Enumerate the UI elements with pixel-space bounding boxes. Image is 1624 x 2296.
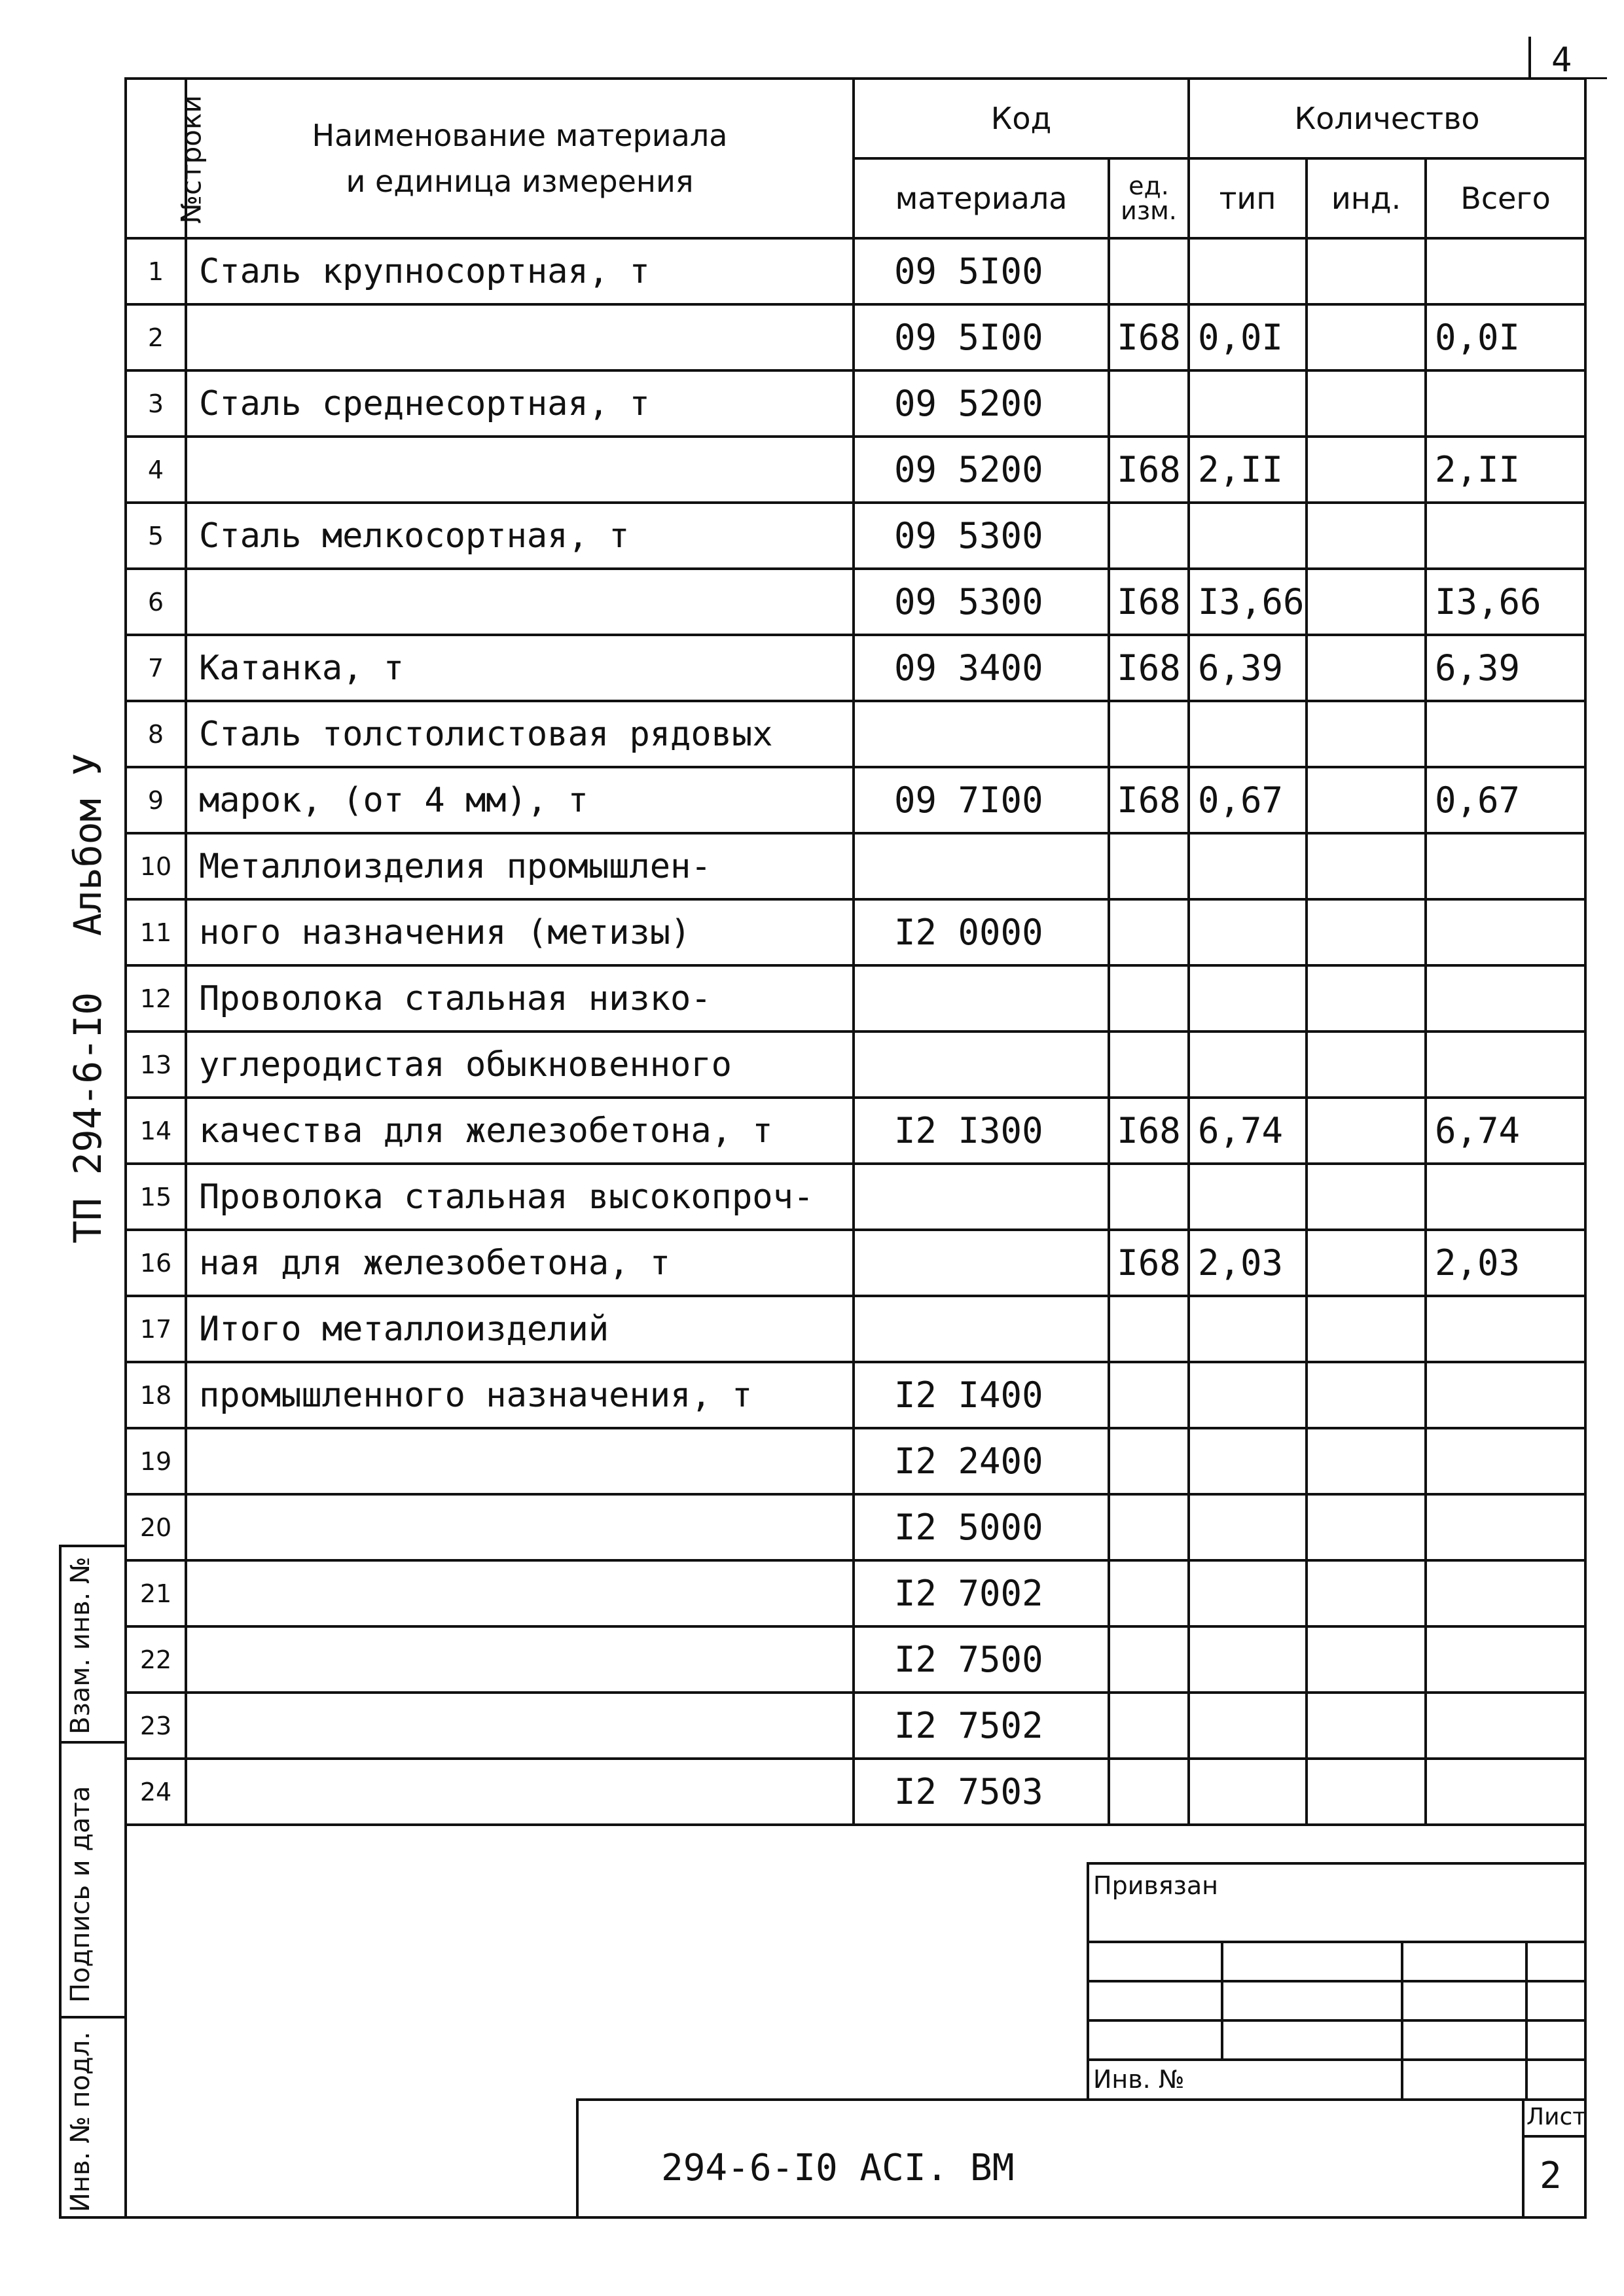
material-name: Сталь толстолистовая рядовых xyxy=(186,701,854,767)
row-number: 9 xyxy=(126,767,186,833)
material-name: углеродистая обыкновенного xyxy=(186,1031,854,1098)
qty-total xyxy=(1426,1362,1585,1428)
material-code: I2 7502 xyxy=(854,1693,1109,1759)
material-name xyxy=(186,1560,854,1626)
material-code xyxy=(854,1230,1109,1296)
qty-ind xyxy=(1307,238,1426,304)
qty-ind xyxy=(1307,1626,1426,1693)
material-name xyxy=(186,1759,854,1825)
material-name: промышленного назначения, т xyxy=(186,1362,854,1428)
qty-ind xyxy=(1307,833,1426,899)
qty-total xyxy=(1426,1626,1585,1693)
material-code: 09 5I00 xyxy=(854,238,1109,304)
material-code: 09 5200 xyxy=(854,437,1109,503)
material-name: Сталь мелкосортная, т xyxy=(186,503,854,569)
qty-ind xyxy=(1307,1031,1426,1098)
row-number: 3 xyxy=(126,370,186,437)
attached-label: Привязан xyxy=(1093,1871,1218,1900)
qty-total xyxy=(1426,1494,1585,1560)
qty-ind xyxy=(1307,635,1426,701)
table-row xyxy=(126,238,1585,304)
unit-code xyxy=(1109,370,1189,437)
sheet-box-divider xyxy=(1522,2135,1587,2138)
material-code xyxy=(854,965,1109,1031)
frame-left xyxy=(124,1741,127,2219)
unit-code xyxy=(1109,1428,1189,1494)
material-name: ного назначения (метизы) xyxy=(186,899,854,965)
qty-total: 2,03 xyxy=(1426,1230,1585,1296)
frame-right xyxy=(1584,1741,1587,2219)
row-number: 8 xyxy=(126,701,186,767)
material-code: I2 5000 xyxy=(854,1494,1109,1560)
qty-total: I3,66 xyxy=(1426,569,1585,635)
qty-ind xyxy=(1307,370,1426,437)
sheet-box-left xyxy=(1522,2098,1525,2219)
qty-ind xyxy=(1307,1560,1426,1626)
row-number: 1 xyxy=(126,238,186,304)
row-number: 24 xyxy=(126,1759,186,1825)
material-name: Проволока стальная низко- xyxy=(186,965,854,1031)
qty-ind xyxy=(1307,437,1426,503)
row-number: 4 xyxy=(126,437,186,503)
unit-code xyxy=(1109,1296,1189,1362)
album-label: Альбом У xyxy=(65,753,110,936)
unit-code xyxy=(1109,1164,1189,1230)
unit-code: I68 xyxy=(1109,635,1189,701)
inv-orig-label: Инв. № подл. xyxy=(65,2032,96,2212)
material-code: 09 7I00 xyxy=(854,767,1109,833)
material-name: Проволока стальная высокопроч- xyxy=(186,1164,854,1230)
header-row-no: №строки xyxy=(126,79,186,238)
qty-type: 0,67 xyxy=(1189,767,1307,833)
table-row xyxy=(126,370,1585,437)
page-number: 4 xyxy=(1551,41,1572,80)
unit-code xyxy=(1109,701,1189,767)
row-number: 5 xyxy=(126,503,186,569)
doc-code: 294-6-I0 АСI. ВМ xyxy=(661,2147,1015,2189)
table-row xyxy=(126,701,1585,767)
qty-ind xyxy=(1307,1759,1426,1825)
unit-code xyxy=(1109,1560,1189,1626)
tb-line-top xyxy=(1087,1862,1584,1865)
header-qty-ind: инд. xyxy=(1307,158,1426,238)
material-name: Катанка, т xyxy=(186,635,854,701)
qty-type xyxy=(1189,1560,1307,1626)
header-qty-type: тип xyxy=(1189,158,1307,238)
material-name xyxy=(186,1428,854,1494)
unit-code: I68 xyxy=(1109,767,1189,833)
qty-total xyxy=(1426,1428,1585,1494)
material-code: I2 0000 xyxy=(854,899,1109,965)
qty-type xyxy=(1189,1626,1307,1693)
material-code: I2 7503 xyxy=(854,1759,1109,1825)
unit-code xyxy=(1109,1362,1189,1428)
row-number: 16 xyxy=(126,1230,186,1296)
row-number: 7 xyxy=(126,635,186,701)
tb-div-1 xyxy=(1221,1941,1223,2058)
qty-total xyxy=(1426,701,1585,767)
qty-type xyxy=(1189,1428,1307,1494)
material-code: 09 5300 xyxy=(854,569,1109,635)
tb-line-3 xyxy=(1087,1980,1584,1982)
tb-line-4 xyxy=(1087,2019,1584,2022)
qty-ind xyxy=(1307,1494,1426,1560)
unit-code: I68 xyxy=(1109,569,1189,635)
row-number: 21 xyxy=(126,1560,186,1626)
tb-line-5 xyxy=(1087,2058,1584,2061)
sheet-number: 2 xyxy=(1540,2155,1562,2197)
qty-total: 0,0I xyxy=(1426,304,1585,370)
qty-type xyxy=(1189,1693,1307,1759)
unit-code: I68 xyxy=(1109,1230,1189,1296)
material-code: 09 5200 xyxy=(854,370,1109,437)
qty-ind xyxy=(1307,1362,1426,1428)
qty-type xyxy=(1189,1494,1307,1560)
material-name xyxy=(186,569,854,635)
header-code-material: материала xyxy=(854,158,1109,238)
material-name: качества для железобетона, т xyxy=(186,1098,854,1164)
sidebar-divider-top xyxy=(59,1545,124,1547)
unit-code xyxy=(1109,238,1189,304)
table-row xyxy=(126,1626,1585,1693)
qty-ind xyxy=(1307,1164,1426,1230)
table-row xyxy=(126,437,1585,503)
qty-ind xyxy=(1307,767,1426,833)
table-row xyxy=(126,1759,1585,1825)
qty-type xyxy=(1189,503,1307,569)
qty-total xyxy=(1426,1560,1585,1626)
material-spec-table xyxy=(124,77,1587,1826)
material-code: 09 5I00 xyxy=(854,304,1109,370)
row-number: 13 xyxy=(126,1031,186,1098)
row-number: 10 xyxy=(126,833,186,899)
qty-total: 6,74 xyxy=(1426,1098,1585,1164)
qty-ind xyxy=(1307,1428,1426,1494)
sheet-label: Лист xyxy=(1526,2104,1587,2130)
row-number: 23 xyxy=(126,1693,186,1759)
material-code xyxy=(854,833,1109,899)
qty-total: 0,67 xyxy=(1426,767,1585,833)
unit-code xyxy=(1109,965,1189,1031)
table-row xyxy=(126,1362,1585,1428)
table-row xyxy=(126,833,1585,899)
table-row xyxy=(126,1164,1585,1230)
unit-code xyxy=(1109,1031,1189,1098)
qty-ind xyxy=(1307,503,1426,569)
material-name: Сталь среднесортная, т xyxy=(186,370,854,437)
table-row xyxy=(126,767,1585,833)
material-code: I2 I400 xyxy=(854,1362,1109,1428)
qty-total xyxy=(1426,833,1585,899)
qty-total xyxy=(1426,238,1585,304)
header-quantity: Количество xyxy=(1189,79,1585,158)
qty-ind xyxy=(1307,1296,1426,1362)
qty-total xyxy=(1426,965,1585,1031)
row-number: 20 xyxy=(126,1494,186,1560)
doc-strip-left xyxy=(576,2098,579,2219)
row-number: 19 xyxy=(126,1428,186,1494)
row-number: 6 xyxy=(126,569,186,635)
qty-total xyxy=(1426,1164,1585,1230)
sign-date-label: Подпись и дата xyxy=(65,1785,96,2003)
project-label: ТП 294-6-I0 xyxy=(65,992,110,1244)
material-name xyxy=(186,1693,854,1759)
qty-type: 2,II xyxy=(1189,437,1307,503)
material-code xyxy=(854,1164,1109,1230)
row-number: 11 xyxy=(126,899,186,965)
qty-type xyxy=(1189,1164,1307,1230)
header-code-unit: ед. изм. xyxy=(1109,158,1189,238)
tb-div-3 xyxy=(1525,1941,1528,2101)
sidebar-divider-mid xyxy=(59,1741,124,1744)
qty-type: 2,03 xyxy=(1189,1230,1307,1296)
qty-type: 6,74 xyxy=(1189,1098,1307,1164)
qty-ind xyxy=(1307,1230,1426,1296)
qty-type xyxy=(1189,899,1307,965)
qty-total xyxy=(1426,1296,1585,1362)
unit-code: I68 xyxy=(1109,1098,1189,1164)
table-row xyxy=(126,1296,1585,1362)
unit-code: I68 xyxy=(1109,437,1189,503)
material-code xyxy=(854,1296,1109,1362)
material-code: 09 3400 xyxy=(854,635,1109,701)
qty-ind xyxy=(1307,899,1426,965)
table-row xyxy=(126,1031,1585,1098)
unit-code xyxy=(1109,833,1189,899)
table-row xyxy=(126,1098,1585,1164)
material-name xyxy=(186,437,854,503)
qty-total: 6,39 xyxy=(1426,635,1585,701)
material-code: I2 I300 xyxy=(854,1098,1109,1164)
header-code: Код xyxy=(854,79,1189,158)
table-row xyxy=(126,1494,1585,1560)
unit-code xyxy=(1109,899,1189,965)
unit-code xyxy=(1109,503,1189,569)
qty-total xyxy=(1426,1759,1585,1825)
qty-ind xyxy=(1307,304,1426,370)
row-number: 17 xyxy=(126,1296,186,1362)
qty-total xyxy=(1426,899,1585,965)
qty-ind xyxy=(1307,965,1426,1031)
header-qty-total: Всего xyxy=(1426,158,1585,238)
table-row xyxy=(126,503,1585,569)
qty-type: 6,39 xyxy=(1189,635,1307,701)
qty-total xyxy=(1426,503,1585,569)
qty-type xyxy=(1189,1031,1307,1098)
qty-type: 0,0I xyxy=(1189,304,1307,370)
unit-code xyxy=(1109,1759,1189,1825)
material-code: I2 7002 xyxy=(854,1560,1109,1626)
material-name: ная для железобетона, т xyxy=(186,1230,854,1296)
qty-type xyxy=(1189,1759,1307,1825)
sidebar-divider-low xyxy=(59,2016,124,2018)
material-code: 09 5300 xyxy=(854,503,1109,569)
qty-total xyxy=(1426,1031,1585,1098)
table-row xyxy=(126,1560,1585,1626)
qty-ind xyxy=(1307,569,1426,635)
material-code xyxy=(854,701,1109,767)
qty-type xyxy=(1189,370,1307,437)
row-number: 14 xyxy=(126,1098,186,1164)
qty-ind xyxy=(1307,1098,1426,1164)
material-name: Металлоизделия промышлен- xyxy=(186,833,854,899)
material-code xyxy=(854,1031,1109,1098)
unit-code xyxy=(1109,1494,1189,1560)
sidebar-inner-border xyxy=(59,1545,62,2219)
table-row xyxy=(126,899,1585,965)
doc-strip-top xyxy=(576,2098,1587,2101)
row-number: 12 xyxy=(126,965,186,1031)
material-name: Сталь крупносортная, т xyxy=(186,238,854,304)
page-number-rule xyxy=(1528,37,1531,77)
table-row xyxy=(126,304,1585,370)
table-row xyxy=(126,965,1585,1031)
tb-div-2 xyxy=(1401,1941,1403,2101)
qty-total: 2,II xyxy=(1426,437,1585,503)
header-name: Наименование материала и единица измерения xyxy=(186,79,854,238)
material-code: I2 7500 xyxy=(854,1626,1109,1693)
replaced-inv-label: Взам. инв. № xyxy=(65,1556,96,1734)
table-row xyxy=(126,569,1585,635)
material-code: I2 2400 xyxy=(854,1428,1109,1494)
row-number: 2 xyxy=(126,304,186,370)
table-row xyxy=(126,1428,1585,1494)
qty-type xyxy=(1189,1296,1307,1362)
unit-code xyxy=(1109,1626,1189,1693)
qty-total xyxy=(1426,1693,1585,1759)
row-number: 22 xyxy=(126,1626,186,1693)
qty-type: I3,66 xyxy=(1189,569,1307,635)
qty-type xyxy=(1189,701,1307,767)
material-name xyxy=(186,304,854,370)
qty-ind xyxy=(1307,1693,1426,1759)
table-row xyxy=(126,1230,1585,1296)
unit-code: I68 xyxy=(1109,304,1189,370)
table-row xyxy=(126,1693,1585,1759)
material-name: Итого металлоизделий xyxy=(186,1296,854,1362)
material-rows xyxy=(126,238,1585,1825)
row-number: 15 xyxy=(126,1164,186,1230)
unit-code xyxy=(1109,1693,1189,1759)
qty-type xyxy=(1189,1362,1307,1428)
qty-type xyxy=(1189,833,1307,899)
tb-line-2 xyxy=(1087,1941,1584,1943)
qty-type xyxy=(1189,238,1307,304)
table-row xyxy=(126,635,1585,701)
qty-type xyxy=(1189,965,1307,1031)
qty-total xyxy=(1426,370,1585,437)
row-number: 18 xyxy=(126,1362,186,1428)
inv-no-label: Инв. № xyxy=(1093,2065,1185,2094)
material-name xyxy=(186,1494,854,1560)
material-name xyxy=(186,1626,854,1693)
qty-ind xyxy=(1307,701,1426,767)
title-block xyxy=(1087,1862,1587,2219)
material-name: марок, (от 4 мм), т xyxy=(186,767,854,833)
